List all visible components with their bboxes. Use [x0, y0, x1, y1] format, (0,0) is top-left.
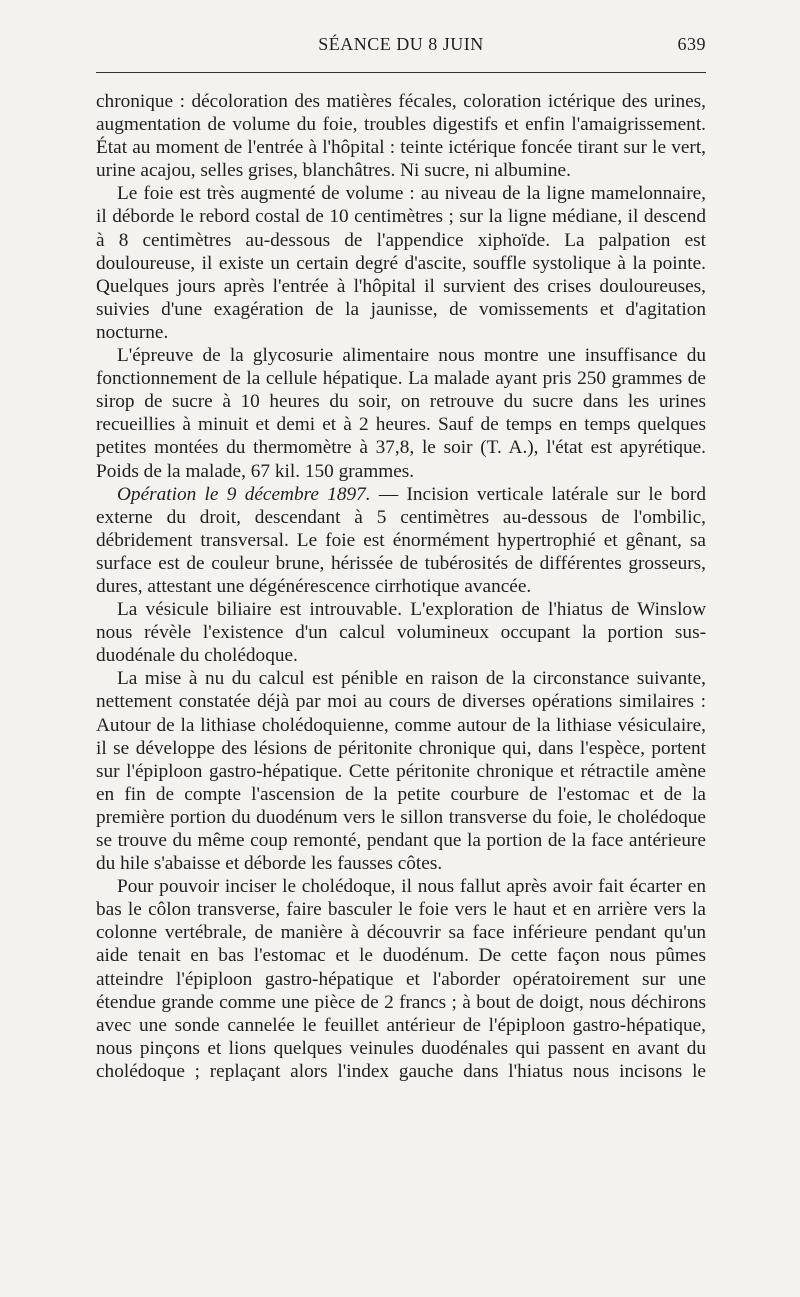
paragraph-glycosuria-test: L'épreuve de la glycosurie alimentaire nous montre une insuffisance du fonctionnement de la cellule hépatique. La malade ayant pris 250 grammes de sirop de sucre à 10 heures du soir, on retrouve du sucre dans les urines recueillies à minuit et demi et à 2 heures. Sauf de temps en temps quelques petites montées du thermomètre à 37,8, le soir (T. A.), l'état est apyrétique. Poids de la malade, 67 kil. 150 grammes. — [96, 345, 706, 482]
paragraph-liver-exam: Le foie est très augmenté de volume : au niveau de la ligne mamelonnaire, il déborde le rebord costal de 10 centimètres ; sur la ligne médiane, il descend à 8 centimètres au-dessous de l'appendice xiphoïde. La palpation est douloureuse, il existe un certain degré d'ascite, souffle systolique à la pointe. Quelques jours après l'entrée à l'hôpital il survient des crises douloureuses, suivies d'une exagération de la jaunisse, de vomissements et d'agitation nocturne. — [96, 183, 706, 343]
operation-description: — Incision verticale latérale sur le bord externe du droit, descendant à 5 centimètres au-dessous de l'ombilic, débridement transversal. Le foie est énormément hypertrophié et gênant, sa surface est de couleur brune, hérissée de tubérosités de différentes grosseurs, dures, attestant une dégénérescence cirrhotique avancée. — [96, 483, 706, 597]
paragraph-continuation: chronique : décoloration des matières fécales, coloration ictérique des urines, augmentation de volume du foie, troubles digestifs et enfin l'amaigrissement. État au moment de l'entrée à l'hôpital : teinte ictérique foncée tirant sur le vert, urine acajou, selles grises, blanchâtres. Ni sucre, ni albumine. — [96, 91, 706, 182]
header-rule — [96, 72, 706, 73]
page-number: 639 — [677, 34, 706, 54]
paragraph-choledochus-incision: Pour pouvoir inciser le cholédoque, il nous fallut après avoir fait écarter en bas le côlon transverse, faire basculer le foie vers le haut et en arrière vers la colonne vertébrale, de manière à découvrir sa face inférieure pendant qu'un aide tenait en bas l'estomac et le duodénum. De cette façon nous pûmes atteindre l'épiploon gastro-hépatique et l'aborder opératoirement sur une étendue grande comme une pièce de 2 francs ; à bout de doigt, nous déchirons avec une sonde cannelée le feuillet antérieur de l'épiploon gastro-hépatique, nous pinçons et lions quelques veinules duodénales qui passent en avant du cholédoque ; replaçant alors l'index gauche dans l'hiatus nous incisons le — [96, 876, 706, 1082]
paragraph-calculus-exposure: La mise à nu du calcul est pénible en raison de la circonstance suivante, nettement constatée déjà par moi au cours de diverses opérations similaires : Autour de la lithiase cholédoquienne, comme autour de la lithiase vésiculaire, il se développe des lésions de péritonite chronique qui, dans l'espèce, portent sur l'épiploon gastro-hépatique. Cette péritonite chronique et rétractile amène en fin de compte l'ascension de la petite courbure de l'estomac et de la première portion du duodénum vers le sillon transverse du foie, le cholédoque se trouve du même coup remonté, pendant que la portion de la face antérieure du hile s'abaisse et déborde les fausses côtes. — [96, 668, 706, 875]
operation-date: Opération le 9 décembre 1897. — [117, 483, 371, 505]
body-text — [96, 90, 706, 1083]
page-header — [96, 34, 706, 58]
paragraph-operation — [96, 483, 706, 598]
paragraph-gallbladder: La vésicule biliaire est introuvable. L'exploration de l'hiatus de Winslow nous révèle l'existence d'un calcul volumineux occupant la portion sus-duodénale du cholédoque. — [96, 599, 706, 667]
running-title: SÉANCE DU 8 JUIN — [318, 34, 484, 54]
